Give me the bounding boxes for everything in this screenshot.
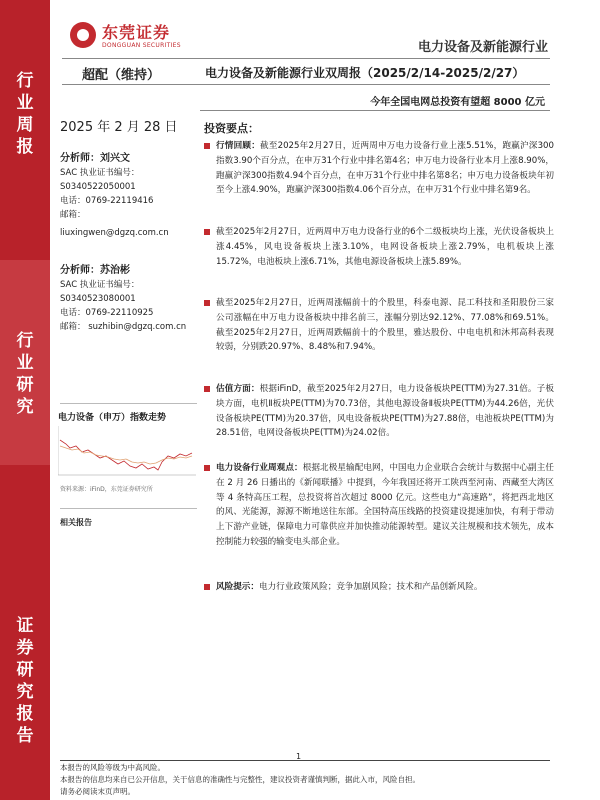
footer-line: 本报告的信息均来自已公开信息，关于信息的准确性与完整性，建议投资者谨慎判断，据此入市，风险自担。 [60, 775, 420, 784]
analyst-phone: 电话：0769-22119416 [60, 196, 154, 206]
sidebar-label-research: 行 业 研 究 [16, 331, 34, 417]
title-rule [62, 84, 550, 85]
bullet-head: 估值方面： [216, 384, 260, 394]
index-trend-chart [58, 426, 196, 476]
company-logo [70, 18, 190, 58]
analyst-cert-label: SAC 执业证书编号： [60, 168, 140, 178]
sidebar-label-weekly: 行 业 周 报 [16, 71, 34, 157]
subtitle-rule [200, 110, 550, 111]
bullet-text: 电力行业政策风险；竞争加剧风险；技术和产品创新风险。 [258, 582, 483, 592]
analyst-cert-label: SAC 执业证书编号： [60, 280, 140, 290]
chart-top-rule [60, 403, 197, 404]
related-reports-heading: 相关报告 [60, 518, 92, 527]
page-number: 1 [296, 752, 302, 761]
footer-line: 本报告的风险等级为中高风险。 [60, 763, 165, 772]
bullet-head: 电力设备行业周观点： [216, 463, 303, 473]
bullet-top-movers [204, 296, 554, 355]
logo-name-cn: 东莞证券 [102, 23, 171, 42]
bullet-valuation [204, 382, 554, 441]
industry-category: 电力设备及新能源行业 [417, 40, 548, 55]
analyst-name: 分析师：苏治彬 [60, 265, 130, 276]
bullet-sub-sectors [204, 225, 554, 269]
analyst-phone: 电话：0769-22110925 [60, 308, 154, 318]
bullet-text: 截至2025年2月27日，近两周涨幅前十的个股里，科泰电源、昆工科技和圣阳股份三家公司涨幅在申万电力设备板块中排名前三，涨幅分别达92.12%、77.08%和69.51%。截至2025年2月27日，近两周跌幅前十的个股里，雅达股份、中电电机和沐邦高科表现较弱，分别跌20.97%、8.48%和7.94%。 [216, 298, 554, 353]
analyst-cert: S0340523080001 [60, 294, 136, 304]
sidebar-band [0, 0, 50, 800]
footer-rule [60, 760, 550, 761]
sidebar-label-securities-report: 证 券 研 究 报 告 [16, 616, 34, 746]
header-rule [62, 58, 550, 59]
analyst-email[interactable]: liuxingwen@dgzq.com.cn [60, 228, 169, 238]
analyst-email-label: 邮箱： [60, 210, 86, 220]
report-title: 电力设备及新能源行业双周报（2025/2/14-2025/2/27） [205, 66, 525, 80]
bullet-head: 风险提示： [216, 582, 259, 592]
chart-title: 电力设备（申万）指数走势 [58, 413, 167, 423]
logo-emblem-icon [70, 22, 96, 48]
bullet-head: 行情回顾： [216, 141, 260, 151]
chart-source: 资料来源：iFinD，东莞证券研究所 [60, 486, 153, 493]
analyst-name: 分析师：刘兴文 [60, 153, 130, 164]
report-subtitle: 今年全国电网总投资有望超 8000 亿元 [370, 97, 545, 108]
footer-line: 请务必阅读末页声明。 [60, 787, 135, 796]
investment-points-title: 投资要点： [204, 122, 259, 135]
report-date: 2025 年 2 月 28 日 [60, 120, 178, 135]
bullet-text: 截至2025年2月27日，近两周申万电力设备行业的6个二级板块均上涨，光伏设备板块上涨4.45%，风电设备板块上涨3.10%，电网设备板块上涨2.79%，电机板块上涨15.72%，电池板块上涨6.71%，其他电源设备板块上涨5.89%。 [216, 227, 554, 267]
bullet-text: 根据北极星输配电网，中国电力企业联合会统计与数据中心副主任在 2 月 26 日播出的《新闻联播》中提到，今年我国还将开工陕西至河南、西藏至大湾区等 4 条特高压工程，总投资将首次超过 8000 亿元。这些电力“高速路”，将把西北地区的风、光能源，源源不断地送往东部。全国特高压线路的投资建设提速加快，有利于带动上下游产业链，保障电力可靠供应并加快推动能源转型。建议关注规模和技术领先，成本控制能力较强的输变电头部企业。 [216, 463, 554, 547]
trend-line-primary [60, 440, 192, 470]
bullet-market-review [204, 139, 554, 198]
analyst-card-2 [60, 264, 195, 334]
trend-line-secondary [60, 446, 192, 464]
analyst-email[interactable]: 邮箱： suzhibin@dgzq.com.cn [60, 322, 187, 332]
analyst-cert: S0340522050001 [60, 182, 136, 192]
bullet-risk [204, 580, 554, 595]
bullet-text: 根据iFinD，截至2025年2月27日，电力设备板块PE(TTM)为27.31倍。子板块方面，电机Ⅱ板块PE(TTM)为70.73倍，其他电源设备Ⅱ板块PE(TTM)为44.26倍，光伏设备板块PE(TTM)为20.37倍，风电设备板块PE(TTM)为27.88倍，电池板块PE(TTM)为28.51倍，电网设备板块PE(TTM)为24.02倍。 [216, 384, 554, 439]
bullet-weekly-view [204, 461, 554, 550]
bullet-text: 截至2025年2月27日，近两周申万电力设备行业上涨5.51%，跑赢沪深300指数3.90个百分点，在申万31个行业中排名第4名；申万电力设备行业本月上涨8.90%，跑赢沪深300指数4.94个百分点，在申万31个行业中排名第8名；申万电力设备板块年初至今上涨4.90%，跑赢沪深300指数4.06个百分点，在申万31个行业中排名第9名。 [216, 141, 554, 196]
related-top-rule [60, 508, 197, 509]
analyst-card-1 [60, 152, 195, 240]
footer-disclaimer [60, 762, 420, 798]
rating: 超配（维持） [82, 68, 161, 83]
logo-name-en: DONGGUAN SECURITIES [102, 42, 181, 49]
